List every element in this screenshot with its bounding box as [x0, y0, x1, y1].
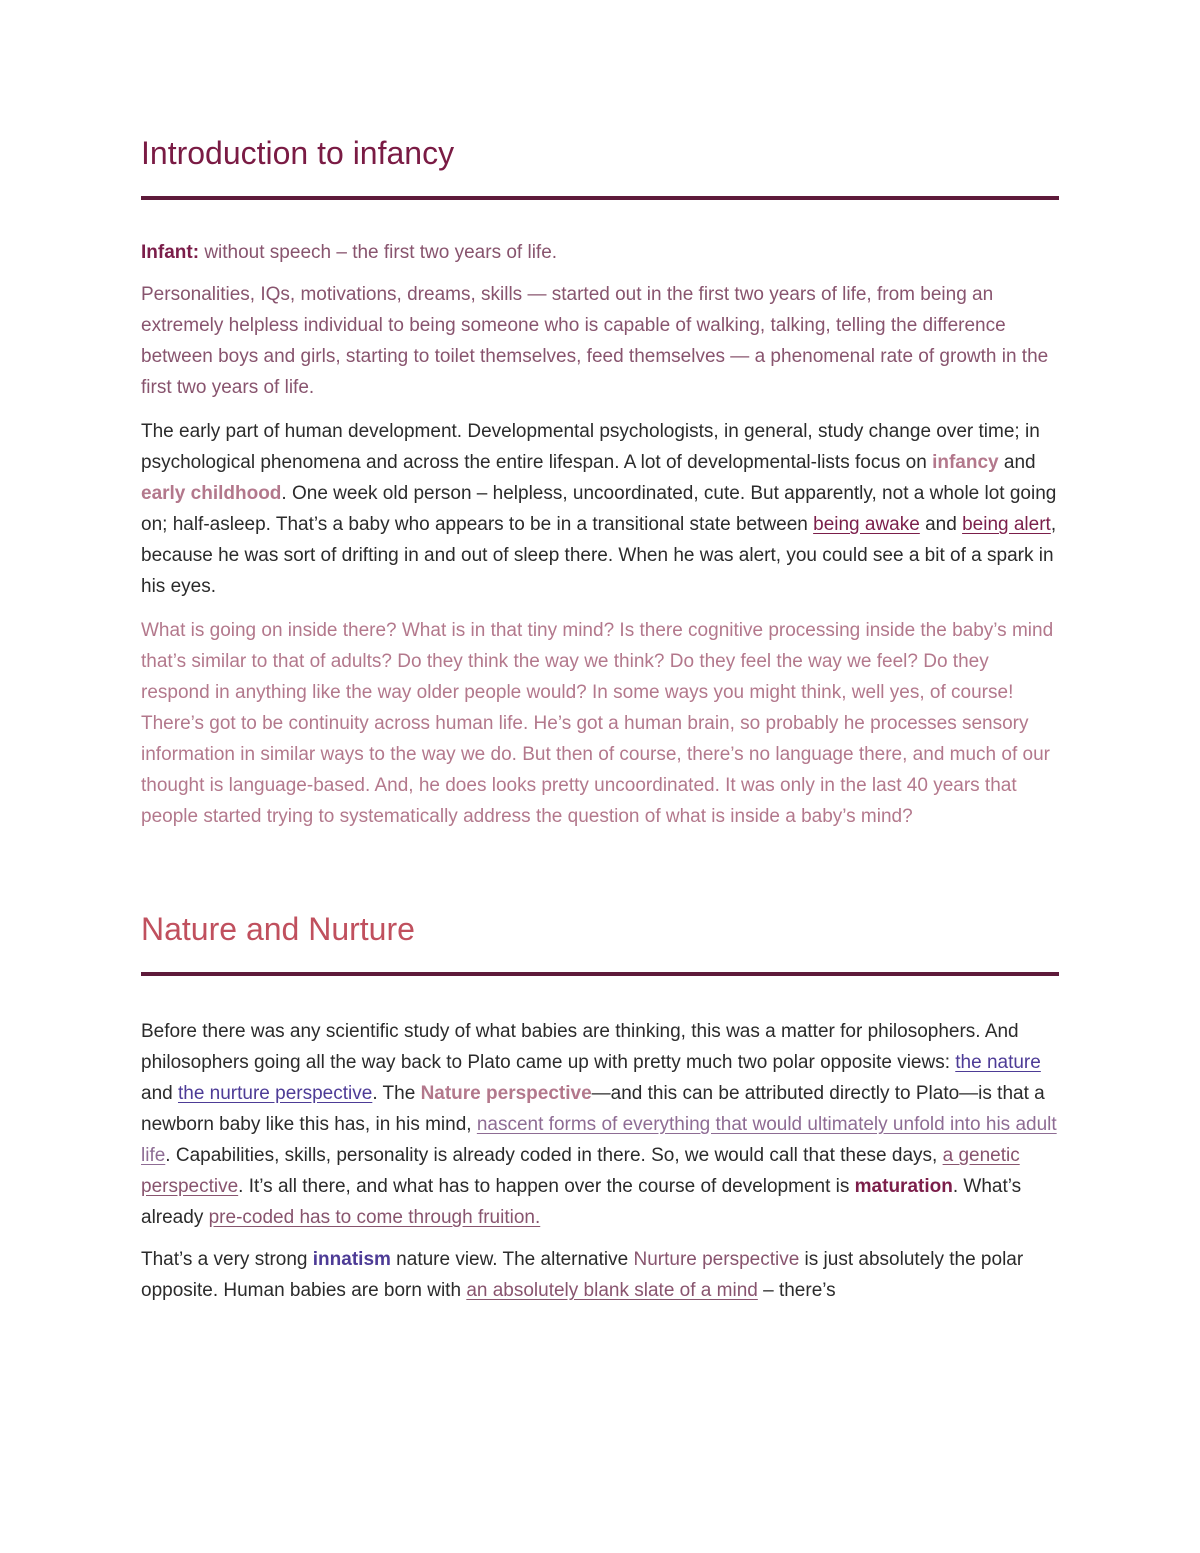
text-run: – there’s	[757, 1280, 836, 1301]
term-nascent-forms: nascent forms of everything that would ultimately unfold into his adult life	[141, 1114, 1057, 1166]
term-genetic-perspective: a genetic perspective	[141, 1145, 1020, 1197]
text-run: , because he was sort of drifting in and out of sleep there. When he was alert, you could see a bit of a spark in his eyes.	[141, 514, 1057, 597]
text-run: . What’s already	[141, 1176, 1022, 1228]
text-run: and	[919, 514, 963, 535]
text-run: Before there was any scientific study of what babies are thinking, this was a matter for philosophers. And philosophers going all the way back to Plato came up with pretty much two polar opposite views:	[141, 1021, 1019, 1073]
text-run: That’s a very strong	[141, 1249, 313, 1270]
text-run: and	[141, 1083, 178, 1104]
term-nurture-perspective: Nurture perspective	[633, 1249, 800, 1270]
document-body	[141, 130, 1059, 1306]
text-run: . One week old person – helpless, uncoordinated, cute. But apparently, not a whole lot going on; half-asleep. That’s a baby who appears to be in a transitional state between	[141, 483, 1057, 535]
paragraph-questions: What is going on inside there? What is in that tiny mind? Is there cognitive processing inside the baby’s mind that’s similar to that of adults? Do they think the way we think? Do they feel the way we feel? Do they respond in anything like the way older people would? In some ways you might think, well yes, of course! There’s got to be continuity across human life. He’s got a human brain, so probably he processes sensory information in similar ways to the way we do. But then of course, there’s no language there, and much of our thought is language-based. And, he does looks pretty uncoordinated. It was only in the last 40 years that people started trying to systematically address the question of what is inside a baby’s mind?	[141, 620, 1054, 827]
term-being-alert: being alert	[962, 514, 1051, 535]
section-divider	[141, 196, 1059, 200]
text-run: and	[998, 452, 1036, 473]
text-run: . It’s all there, and what has to happen over the course of development is	[238, 1176, 855, 1197]
paragraph-early-development	[141, 416, 1059, 602]
paragraph-innatism	[141, 1244, 1059, 1306]
term-innatism: innatism	[312, 1249, 391, 1270]
section-title-introduction: Introduction to infancy	[141, 135, 455, 171]
text-run: is just absolutely the polar opposite. Human babies are born with	[141, 1249, 1024, 1301]
term-early-childhood: early childhood	[141, 483, 282, 504]
paragraph-philosophers	[141, 1016, 1059, 1233]
term-nature-perspective: Nature perspective	[420, 1083, 592, 1104]
infant-definition	[141, 237, 1059, 268]
term-infancy: infancy	[932, 452, 999, 473]
section-title-nature-nurture: Nature and Nurture	[141, 911, 415, 947]
term-blank-slate: an absolutely blank slate of a mind	[466, 1280, 758, 1301]
term-the-nature: the nature	[955, 1052, 1041, 1073]
infant-definition-text: without speech – the first two years of life.	[199, 242, 558, 263]
text-run: —and this can be attributed directly to Plato—is that a newborn baby like this has, in his mind,	[141, 1083, 1045, 1135]
term-the-nurture-perspective: the nurture perspective	[177, 1083, 373, 1104]
text-run: . Capabilities, skills, personality is already coded in there. So, we would call that these days,	[165, 1145, 943, 1166]
term-maturation: maturation	[854, 1176, 953, 1197]
text-run: . The	[372, 1083, 421, 1104]
paragraph-personalities: Personalities, IQs, motivations, dreams, skills — started out in the first two years of life, from being an extremely helpless individual to being someone who is capable of walking, talking, telling the difference between boys and girls, starting to toilet themselves, feed themselves — a phenomenal rate of growth in the first two years of life.	[141, 284, 1049, 398]
term-pre-coded: pre-coded has to come through fruition.	[208, 1207, 541, 1228]
term-being-awake: being awake	[813, 514, 920, 535]
section-divider	[141, 972, 1059, 976]
text-run: nature view. The alternative	[390, 1249, 634, 1270]
infant-term: Infant:	[141, 242, 200, 263]
text-run: The early part of human development. Developmental psychologists, in general, study change over time; in psychological phenomena and across the entire lifespan. A lot of developmental-lists focus on	[141, 421, 1040, 473]
